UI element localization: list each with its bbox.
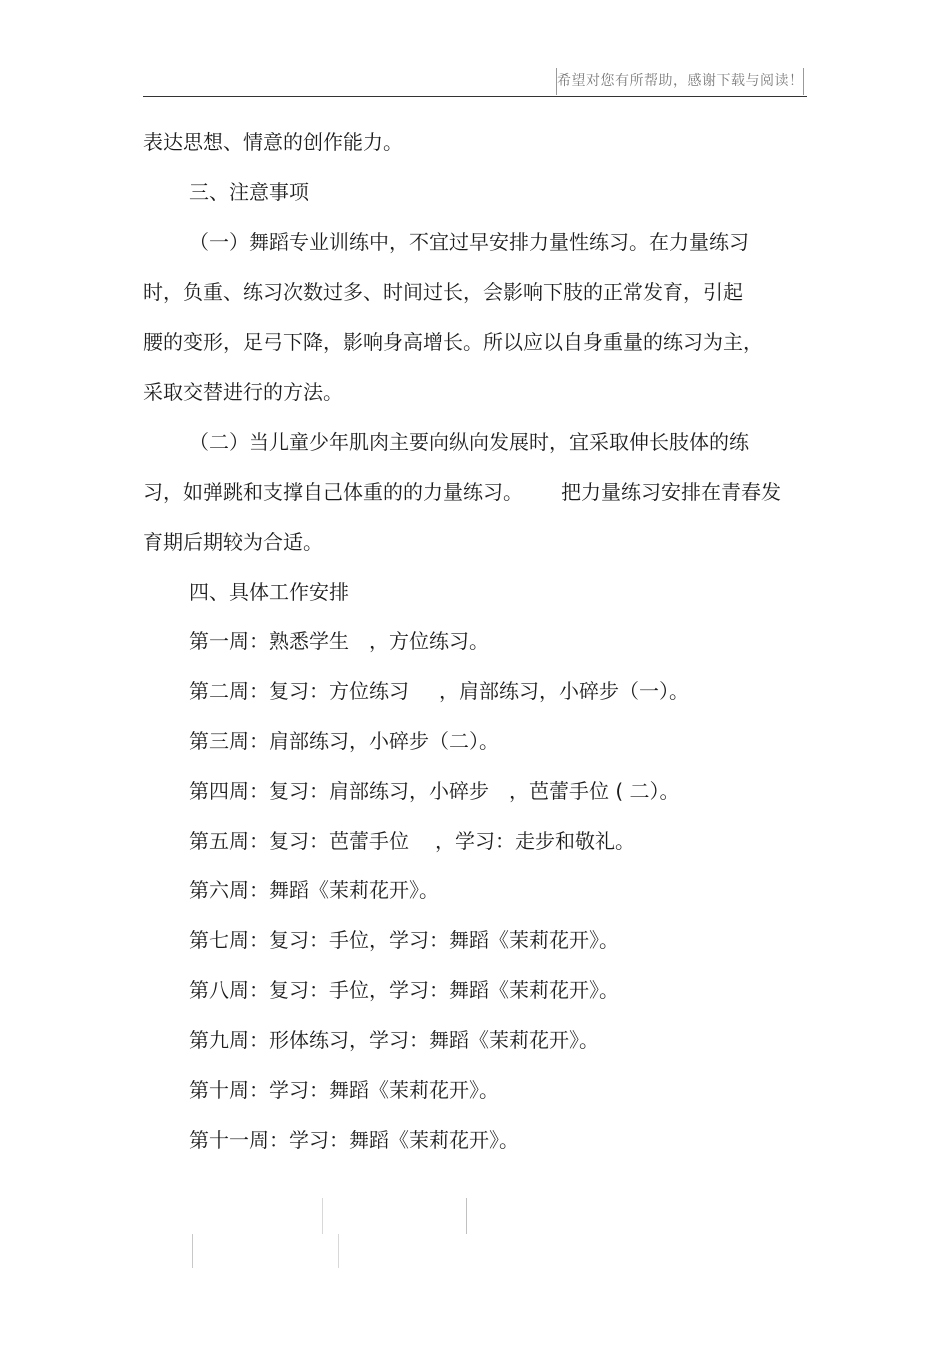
paragraph-2-line-2 bbox=[143, 477, 781, 507]
week-5-text-a: 第五周：复习：芭蕾手位 bbox=[189, 829, 409, 853]
header-tagline: 希望对您有所帮助，感谢下载与阅读！ bbox=[556, 68, 804, 95]
paragraph-1-line-2: 时，负重、练习次数过多、时间过长，会影响下肢的正常发育，引起 bbox=[143, 280, 743, 304]
week-8-item: 第八周：复习：手位，学习：舞蹈《茉莉花开》。 bbox=[189, 978, 619, 1002]
section-heading-schedule: 四、具体工作安排 bbox=[189, 580, 349, 604]
week-4-item bbox=[189, 776, 680, 806]
table-border-fragment bbox=[338, 1234, 339, 1268]
week-4-text-a: 第四周：复习：肩部练习，小碎步 bbox=[189, 779, 489, 803]
week-1-text-a: 第一周：熟悉学生 bbox=[189, 629, 349, 653]
table-border-fragment bbox=[192, 1234, 193, 1268]
section-heading-notes: 三、注意事项 bbox=[189, 180, 309, 204]
week-1-text-b: ，方位练习。 bbox=[369, 629, 489, 653]
week-11-item: 第十一周：学习：舞蹈《茉莉花开》。 bbox=[189, 1128, 519, 1152]
paragraph-1-line-1: （一）舞蹈专业训练中，不宜过早安排力量性练习。在力量练习 bbox=[189, 230, 749, 254]
paragraph-continuation: 表达思想、情意的创作能力。 bbox=[143, 130, 403, 154]
week-6-item: 第六周：舞蹈《茉莉花开》。 bbox=[189, 878, 439, 902]
week-5-item bbox=[189, 826, 635, 856]
paragraph-2-line-2-part-b: 把力量练习安排在青春发 bbox=[561, 480, 781, 504]
week-9-item: 第九周：形体练习，学习：舞蹈《茉莉花开》。 bbox=[189, 1028, 599, 1052]
paragraph-2-line-2-part-a: 习，如弹跳和支撑自己体重的的力量练习。 bbox=[143, 480, 523, 504]
paragraph-1-line-3: 腰的变形，足弓下降，影响身高增长。所以应以自身重量的练习为主， bbox=[143, 330, 763, 354]
paragraph-1-line-4: 采取交替进行的方法。 bbox=[143, 380, 343, 404]
week-2-item bbox=[189, 676, 689, 706]
paragraph-2-line-1: （二）当儿童少年肌肉主要向纵向发展时，宜采取伸长肢体的练 bbox=[189, 430, 749, 454]
week-5-text-b: ，学习：走步和敬礼。 bbox=[435, 829, 635, 853]
week-10-item: 第十周：学习：舞蹈《茉莉花开》。 bbox=[189, 1078, 499, 1102]
week-2-text-a: 第二周：复习：方位练习 bbox=[189, 679, 409, 703]
week-4-text-b: ，芭蕾手位 ( 二）。 bbox=[509, 779, 680, 803]
table-border-fragment bbox=[466, 1198, 467, 1234]
week-3-item: 第三周：肩部练习，小碎步（二）。 bbox=[189, 729, 499, 753]
week-7-item: 第七周：复习：手位，学习：舞蹈《茉莉花开》。 bbox=[189, 928, 619, 952]
week-2-text-b: ，肩部练习，小碎步（一）。 bbox=[439, 679, 689, 703]
table-border-fragment bbox=[322, 1198, 323, 1234]
week-1-item bbox=[189, 626, 489, 656]
paragraph-2-line-3: 育期后期较为合适。 bbox=[143, 530, 323, 554]
header-divider bbox=[143, 96, 807, 97]
